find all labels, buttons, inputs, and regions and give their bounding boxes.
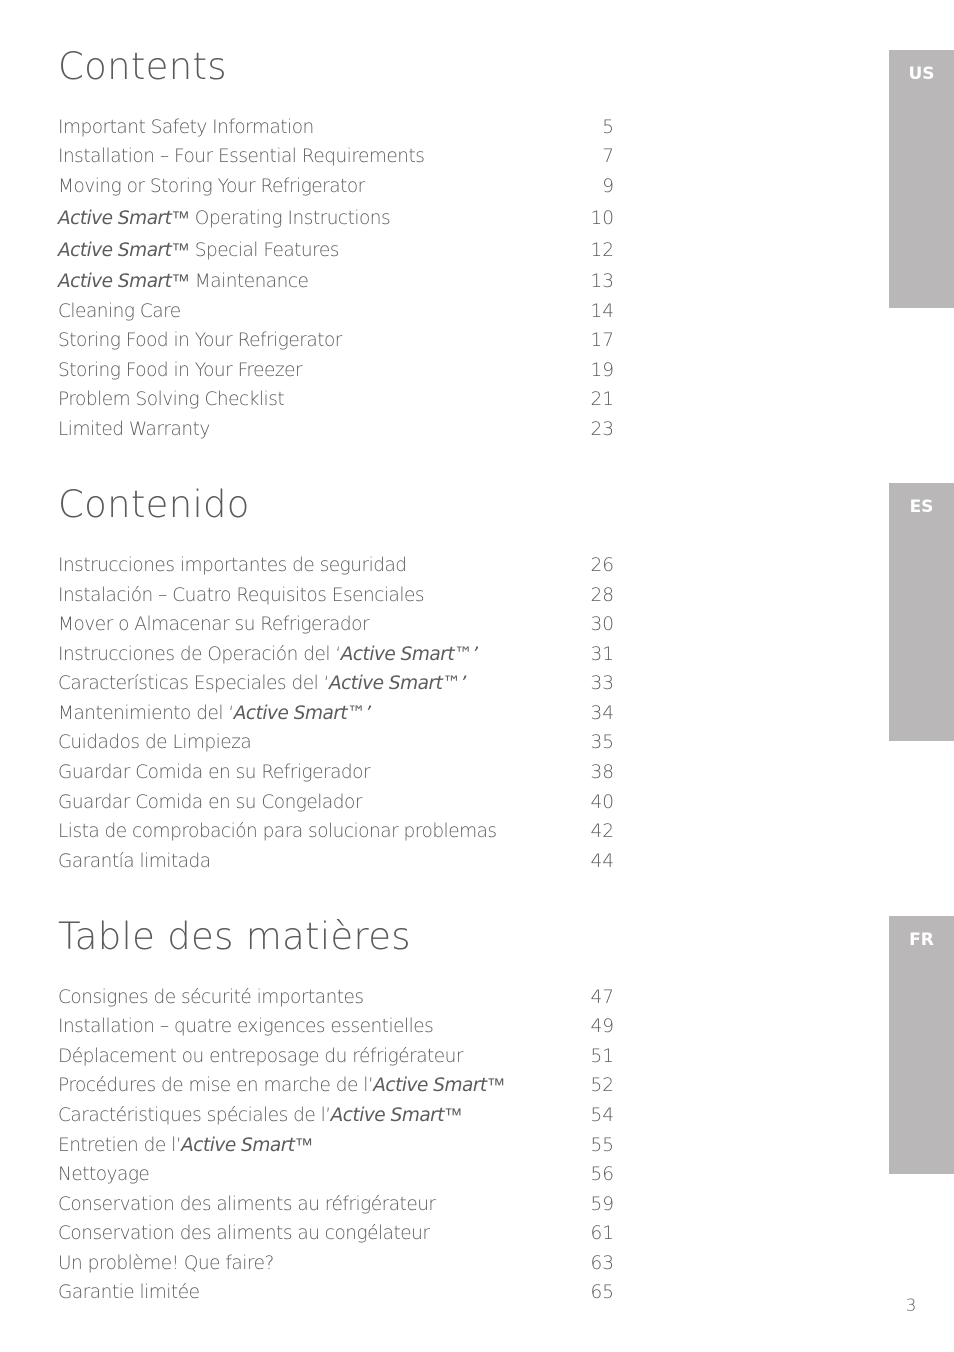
toc-entry-title (58, 1013, 433, 1041)
toc-entry-title (58, 984, 364, 1012)
toc-entry-page: 49 (590, 1016, 614, 1037)
language-tab-label: ES (909, 497, 934, 517)
toc-entry-page: 21 (590, 389, 614, 410)
toc-entry[interactable] (58, 298, 614, 326)
toc-entry[interactable] (58, 1043, 614, 1071)
toc-entry-title-text: Cuidados de Limpieza (58, 732, 252, 753)
toc-entry-title (58, 237, 339, 265)
toc-entry[interactable] (58, 582, 614, 610)
toc-entry-title (58, 1043, 463, 1071)
toc-entry-title-text: Entretien de l’ (58, 1135, 182, 1156)
toc-entry[interactable] (58, 386, 614, 414)
toc-entry[interactable] (58, 611, 614, 639)
toc-entry-title (58, 818, 497, 846)
toc-entry-title-text: Installation – quatre exigences essentielles (58, 1016, 434, 1037)
toc-entry-page: 23 (590, 419, 614, 440)
toc-entry-page: 9 (602, 176, 614, 197)
toc-entry[interactable] (58, 1013, 614, 1041)
toc-entry-title (58, 789, 362, 817)
toc-entry-title-text: ™ (294, 1135, 313, 1156)
toc-entry-page: 65 (590, 1282, 614, 1303)
toc-entry[interactable] (58, 984, 614, 1012)
language-tab-label: FR (909, 930, 934, 950)
toc-entry-title (58, 670, 466, 698)
toc-entry[interactable] (58, 1250, 614, 1278)
section-title: Table des matières (58, 915, 411, 958)
toc-entry-title (58, 327, 342, 355)
section-title: Contents (58, 45, 227, 88)
toc-entry-title (58, 582, 424, 610)
toc-entry-title-text: Caractéristiques spéciales de l’ (58, 1105, 331, 1126)
toc-entry[interactable] (58, 357, 614, 385)
toc-entry-page: 55 (590, 1135, 614, 1156)
toc-entry-page: 7 (602, 146, 614, 167)
toc-entry-title-text: Características Especiales del ‘ (58, 673, 329, 694)
section-title: Contenido (58, 483, 250, 526)
toc-entry-title-text: ™ (444, 1105, 463, 1126)
toc-entry[interactable] (58, 1102, 614, 1130)
toc-entry-title-brand: Active Smart™’ (340, 644, 478, 665)
toc-entry-page: 14 (590, 301, 614, 322)
section-contenido (58, 483, 614, 872)
toc-entry-title (58, 268, 308, 296)
toc-entry-title-brand: Active Smart™’ (328, 673, 466, 694)
toc-entry-title (58, 386, 284, 414)
toc-entry[interactable] (58, 1132, 614, 1160)
toc-entry[interactable] (58, 173, 614, 201)
toc-entry-title-text: Limited Warranty (58, 419, 210, 440)
language-tab-es[interactable] (889, 483, 954, 741)
toc-entry-title (58, 611, 369, 639)
toc-entry-title-brand: Active Smart (181, 1135, 295, 1156)
toc-entry[interactable] (58, 1072, 614, 1100)
toc-entry[interactable] (58, 1220, 614, 1248)
toc-entry-title (58, 298, 181, 326)
toc-entry-page: 17 (590, 330, 614, 351)
toc-entry[interactable] (58, 789, 614, 817)
toc-entry-page: 12 (590, 240, 614, 261)
toc-entry-title-text: Cleaning Care (58, 301, 181, 322)
toc-entry-title (58, 1132, 313, 1160)
toc-entry-page: 47 (590, 987, 614, 1008)
toc-entry-title-text: Mover o Almacenar su Refrigerador (58, 614, 370, 635)
section-table-des-matieres (58, 915, 614, 1303)
toc-entry-title (58, 1220, 429, 1248)
toc-entry-title (58, 357, 302, 385)
toc-entry-page: 31 (590, 644, 614, 665)
toc-entry-title-text: Problem Solving Checklist (58, 389, 285, 410)
toc-entry[interactable] (58, 848, 614, 876)
toc-entry-title (58, 143, 424, 171)
toc-entry-page: 10 (590, 208, 614, 229)
toc-entry-title (58, 1072, 505, 1100)
toc-entry-page: 52 (590, 1075, 614, 1096)
toc-entry[interactable] (58, 143, 614, 171)
toc-entry-title (58, 205, 390, 233)
toc-entry-page: 33 (590, 673, 614, 694)
toc-entry-title-text: Instrucciones de Operación del ‘ (58, 644, 341, 665)
toc-entry-title-text: Mantenimiento del ‘ (58, 703, 234, 724)
toc-entry-title-text: Déplacement ou entreposage du réfrigérateur (58, 1046, 464, 1067)
toc-entry-title (58, 1102, 462, 1130)
toc-entry-page: 42 (590, 821, 614, 842)
language-tab-fr[interactable] (889, 916, 954, 1174)
toc-entry-page: 51 (590, 1046, 614, 1067)
toc-entry[interactable] (58, 237, 614, 265)
toc-entry-title-text: Conservation des aliments au réfrigérateur (58, 1194, 436, 1215)
toc-entry-page: 61 (590, 1223, 614, 1244)
toc-entry-title-text: ™ Operating Instructions (171, 208, 391, 229)
page-number: 3 (905, 1296, 917, 1316)
toc-entry-title (58, 729, 251, 757)
toc-entry-page: 63 (590, 1253, 614, 1274)
toc-entry-page: 34 (590, 703, 614, 724)
toc-entry-page: 44 (590, 851, 614, 872)
toc-entry[interactable] (58, 205, 614, 233)
toc-entry-title-brand: Active Smart (58, 208, 172, 229)
toc-entry-title (58, 1250, 274, 1278)
toc-entry-title-text: ™ (486, 1075, 505, 1096)
toc-entry-title (58, 641, 478, 669)
toc-entry-title (58, 416, 210, 444)
toc-entry-title-text: Guardar Comida en su Refrigerador (58, 762, 371, 783)
toc-entry-title-brand: Active Smart™’ (233, 703, 371, 724)
toc-entry-title (58, 759, 370, 787)
section-contents (58, 45, 614, 440)
toc-entry-title (58, 114, 314, 142)
toc-entry-page: 13 (590, 271, 614, 292)
toc-entry-page: 40 (590, 792, 614, 813)
toc-entry-page: 26 (590, 555, 614, 576)
toc-entry-title (58, 700, 371, 728)
toc-entry-page: 5 (602, 117, 614, 138)
toc-entry-title-text: Instalación – Cuatro Requisitos Esenciales (58, 585, 425, 606)
toc-entry-title (58, 552, 407, 580)
toc-entry-title-text: Important Safety Information (58, 117, 314, 138)
toc-entry[interactable] (58, 670, 614, 698)
toc-entry-page: 30 (590, 614, 614, 635)
toc-entry-title (58, 1191, 436, 1219)
toc-entry-title-brand: Active Smart (373, 1075, 487, 1096)
toc-entry[interactable] (58, 1191, 614, 1219)
toc-entry-title-brand: Active Smart (58, 240, 172, 261)
toc-entry-title-text: Nettoyage (58, 1164, 150, 1185)
language-tab-label: US (908, 64, 935, 84)
toc-entry-title-text: Un problème! Que faire? (58, 1253, 274, 1274)
toc-entry-title-text: Moving or Storing Your Refrigerator (58, 176, 365, 197)
toc-entry-page: 56 (590, 1164, 614, 1185)
toc-entry-page: 35 (590, 732, 614, 753)
toc-entry-title (58, 848, 211, 876)
toc-entry-page: 59 (590, 1194, 614, 1215)
toc-entry-page: 54 (590, 1105, 614, 1126)
toc-entry-title-text: Consignes de sécurité importantes (58, 987, 364, 1008)
toc-entry-title-text: Instrucciones importantes de seguridad (58, 555, 407, 576)
toc-entry[interactable] (58, 268, 614, 296)
toc-entry-title-text: Lista de comprobación para solucionar problemas (58, 821, 497, 842)
toc-entry-title-text: Conservation des aliments au congélateur (58, 1223, 430, 1244)
toc-entry[interactable] (58, 114, 614, 142)
toc-entry-title (58, 1279, 199, 1307)
toc-entry-title-text: ™ Maintenance (171, 271, 309, 292)
language-tab-us[interactable] (889, 50, 954, 308)
toc-entry[interactable] (58, 1161, 614, 1189)
toc-entry[interactable] (58, 641, 614, 669)
toc-entry-title-text: Garantie limitée (58, 1282, 200, 1303)
toc-entry-title-text: Guardar Comida en su Congelador (58, 792, 362, 813)
toc-entry-title-brand: Active Smart (330, 1105, 445, 1126)
toc-entry-title-text: Garantía limitada (58, 851, 211, 872)
toc-entry-title (58, 1161, 149, 1189)
toc-entry[interactable] (58, 327, 614, 355)
toc-entry-title-text: Procédures de mise en marche de l’ (58, 1075, 374, 1096)
toc-entry-title-text: Installation – Four Essential Requirements (58, 146, 425, 167)
toc-entry-page: 19 (590, 360, 614, 381)
toc-entry[interactable] (58, 700, 614, 728)
toc-entry-title-brand: Active Smart (58, 271, 172, 292)
toc-entry[interactable] (58, 1279, 614, 1307)
toc-entry[interactable] (58, 552, 614, 580)
toc-entry-page: 38 (590, 762, 614, 783)
toc-entry-title-text: Storing Food in Your Refrigerator (58, 330, 342, 351)
toc-entry[interactable] (58, 759, 614, 787)
toc-entry-page: 28 (590, 585, 614, 606)
toc-entry[interactable] (58, 416, 614, 444)
toc-entry[interactable] (58, 729, 614, 757)
toc-entry[interactable] (58, 818, 614, 846)
toc-entry-title-text: ™ Special Features (171, 240, 339, 261)
toc-entry-title-text: Storing Food in Your Freezer (58, 360, 303, 381)
toc-entry-title (58, 173, 365, 201)
